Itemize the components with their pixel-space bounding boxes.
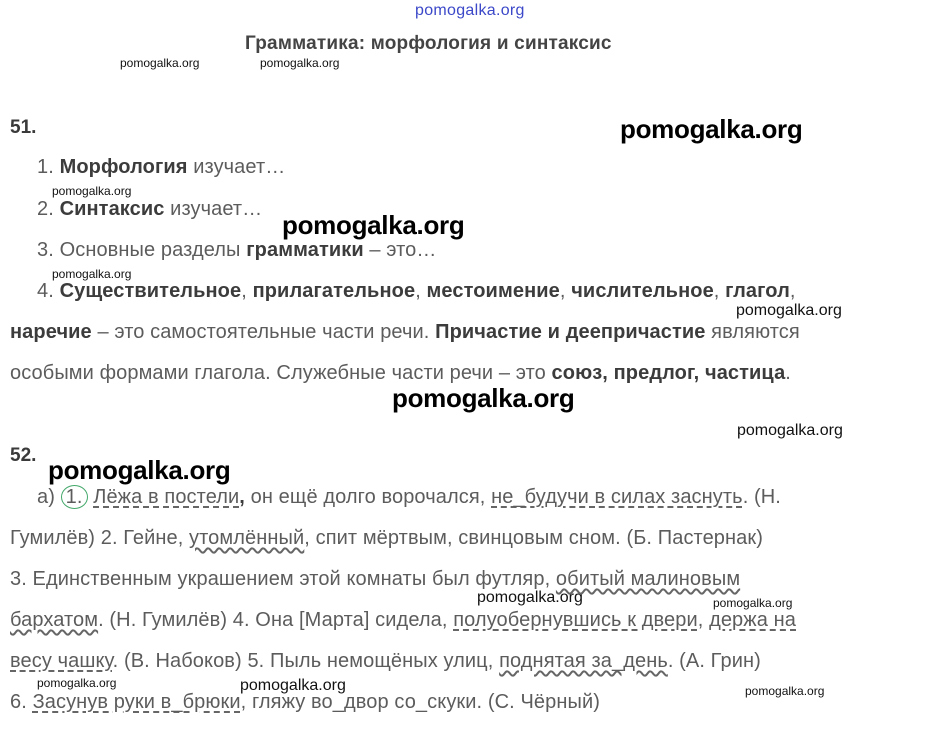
punct: . [785, 362, 791, 384]
punct: , [239, 486, 245, 508]
text: Основные разделы [59, 239, 241, 261]
watermark: pomogalka.org [120, 56, 200, 70]
underlined-phrase: Лёжа в постели [93, 486, 240, 508]
underlined-phrase: полуобернувшись к двери [453, 609, 698, 631]
exercise-number: 52. [10, 445, 37, 466]
text: . (А. Грин) [667, 650, 761, 672]
punct: , [789, 280, 796, 302]
bold-term: местоимение [426, 280, 560, 302]
watermark: pomogalka.org [477, 589, 583, 606]
text: изучает… [193, 156, 286, 178]
underlined-phrase: не_будучи в силах заснуть [491, 486, 743, 508]
text: Гумилёв) 2. Гейне, [10, 527, 184, 549]
punct: , [713, 280, 720, 302]
watermark: pomogalka.org [737, 422, 843, 439]
page-title: Грамматика: морфология и синтаксис [245, 33, 612, 54]
punct: , [559, 280, 566, 302]
underlined-phrase: утомлённый [189, 527, 305, 549]
text: являются [711, 321, 800, 343]
ex51-line-1 [37, 156, 285, 179]
ex52-line-2 [10, 527, 763, 550]
text: . (Н. Гумилёв) 4. Она [Марта] сидела, [98, 609, 448, 631]
ex51-line-2 [37, 198, 262, 221]
text: , спит мёртвым, свинцовым сном. (Б. Пастернак) [304, 527, 763, 549]
text: – это самостоятельные части речи. [97, 321, 430, 343]
item-number: 1. [37, 156, 54, 178]
text: – это… [369, 239, 437, 261]
circled-number: 1. [61, 485, 88, 509]
watermark: pomogalka.org [282, 210, 465, 240]
ex51-line-4 [37, 280, 796, 303]
bold-term: прилагательное [252, 280, 416, 302]
bold-term: наречие [10, 321, 92, 343]
watermark: pomogalka.org [52, 184, 132, 198]
punct: , [415, 280, 421, 302]
underlined-phrase: бархатом [10, 609, 99, 631]
watermark: pomogalka.org [745, 684, 825, 698]
ex52-line-1 [37, 485, 781, 509]
watermark: pomogalka.org [260, 56, 340, 70]
ex52-line-5 [10, 650, 761, 673]
ex52-line-6 [10, 691, 600, 714]
watermark: pomogalka.org [48, 455, 231, 485]
underlined-phrase: Засунув руки в_брюки [32, 691, 241, 713]
item-number: 6. [10, 691, 27, 713]
watermark: pomogalka.org [37, 676, 117, 690]
item-number: 4. [37, 280, 54, 302]
watermark: pomogalka.org [52, 267, 132, 281]
ex51-line-6 [10, 362, 791, 385]
watermark: pomogalka.org [736, 302, 842, 319]
punct: , [697, 609, 704, 631]
ex51-line-3 [37, 239, 437, 262]
underlined-phrase: весу чашку [10, 650, 113, 672]
bold-term: числительное [571, 280, 714, 302]
item-number: 2. [37, 198, 54, 220]
watermark: pomogalka.org [620, 114, 803, 144]
text: 3. Единственным украшением этой комнаты был футляр, [10, 568, 551, 590]
text: . (Н. [742, 486, 781, 508]
text: . (В. Набоков) 5. Пыль немощёных улиц, [112, 650, 494, 672]
bold-term: Синтаксис [59, 198, 165, 220]
text: особыми формами глагола. Служебные части речи – это [10, 362, 546, 384]
ex51-line-5 [10, 321, 800, 344]
ex52-line-3 [10, 568, 740, 591]
punct: , [241, 280, 247, 302]
text: он ещё долго ворочался, [250, 486, 486, 508]
underlined-phrase: поднятая за_день [499, 650, 668, 672]
bold-term: глагол [725, 280, 790, 302]
text: изучает… [170, 198, 263, 220]
item-label: а) [37, 486, 55, 508]
watermark: pomogalka.org [713, 596, 793, 610]
text: , гляжу во_двор со_скуки. (С. Чёрный) [240, 691, 600, 713]
bold-term: Морфология [59, 156, 188, 178]
watermark-top: pomogalka.org [415, 2, 525, 19]
bold-term: грамматики [246, 239, 364, 261]
item-number: 3. [37, 239, 54, 261]
bold-term: Причастие и деепричастие [435, 321, 706, 343]
ex52-line-4 [10, 609, 796, 632]
underlined-phrase: держа на [709, 609, 797, 631]
exercise-number: 51. [10, 117, 37, 138]
watermark: pomogalka.org [392, 383, 575, 413]
underlined-phrase: обитый малиновым [555, 568, 741, 590]
bold-term: Существительное [59, 280, 242, 302]
watermark: pomogalka.org [240, 677, 346, 694]
bold-term: союз, предлог, частица [551, 362, 786, 384]
